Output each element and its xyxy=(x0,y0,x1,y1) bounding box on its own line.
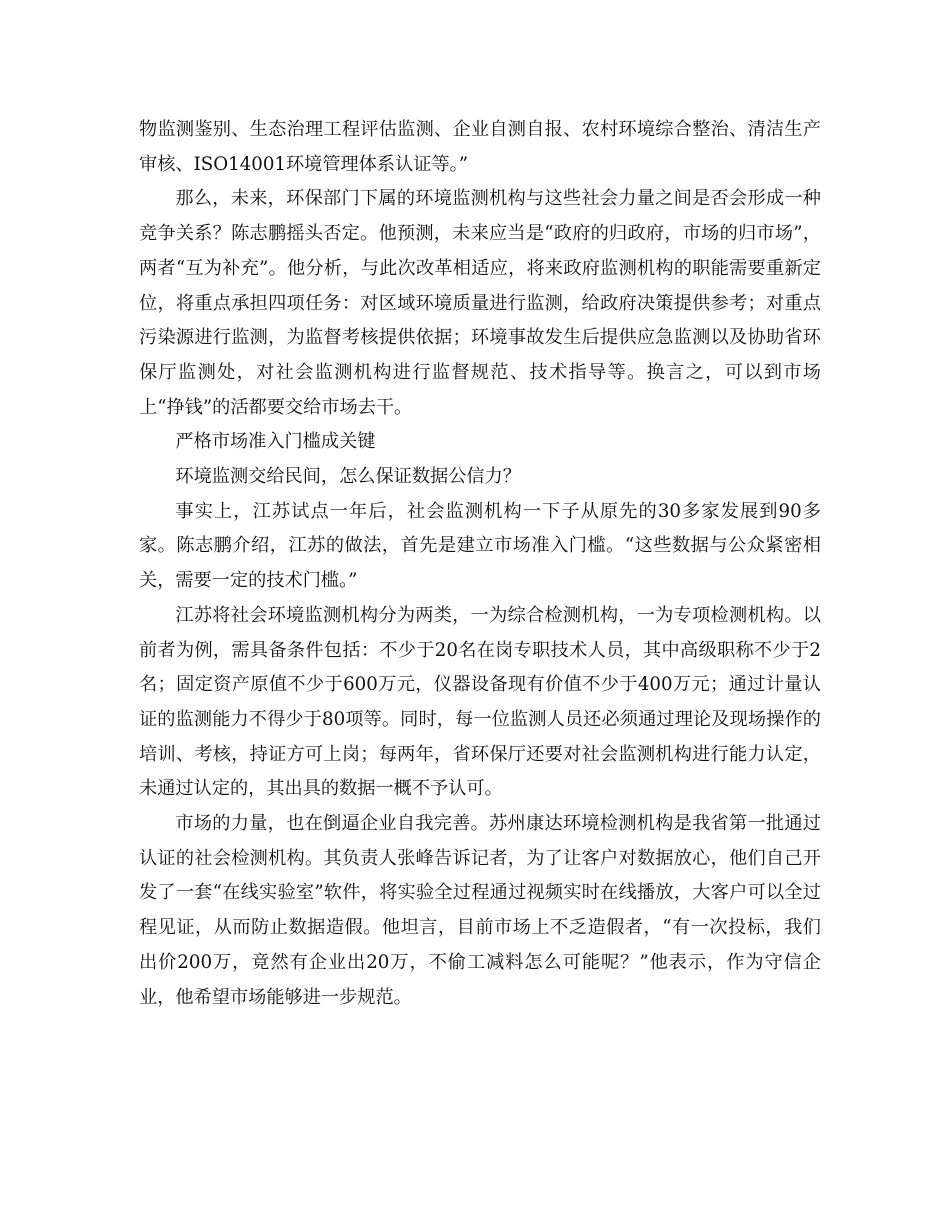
paragraph-pilot: 事实上，江苏试点一年后，社会监测机构一下子从原先的30多家发展到90多家。陈志鹏介绍，江苏的做法，首先是建立市场准入门槛。“这些数据与公众紧密相关，需要一定的技术门槛。” xyxy=(139,500,821,592)
paragraph-question: 环境监测交给民间，怎么保证数据公信力？ xyxy=(175,466,521,488)
paragraph-competition: 那么，未来，环保部门下属的环境监测机构与这些社会力量之间是否会形成一种竞争关系？陈志鹏摇头否定。他预测，未来应当是“政府的归政府，市场的归市场”，两者“互为补充”。他分析，与此次改革相适应，将来政府监测机构的职能需要重新定位，将重点承担四项任务：对区域环境质量进行监测，给政府决策提供参考；对重点污染源进行监测，为监督考核提供依据；环境事故发生后提供应急监测以及协助省环保厅监测处，对社会监测机构进行监督规范、技术指导等。换言之，可以到市场上“挣钱”的活都要交给市场去干。 xyxy=(139,188,821,418)
section-heading: 严格市场准入门槛成关键 xyxy=(175,431,376,453)
paragraph-market-force: 市场的力量，也在倒逼企业自我完善。苏州康达环境检测机构是我省第一批通过认证的社会检测机构。其负责人张峰告诉记者，为了让客户对数据放心，他们自己开发了一套“在线实验室”软件，将实验全过程通过视频实时在线播放，大客户可以全过程见证，从而防止数据造假。他坦言，目前市场上不乏造假者，“有一次投标，我们出价200万，竟然有企业出20万，不偷工减料怎么可能呢？”他表示，作为守信企业，他希望市场能够进一步规范。 xyxy=(139,813,821,1008)
paragraph-requirements: 江苏将社会环境监测机构分为两类，一为综合检测机构，一为专项检测机构。以前者为例，需具备条件包括：不少于20名在岗专职技术人员，其中高级职称不少于2名；固定资产原值不少于600万元，仪器设备现有价值不少于400万元；通过计量认证的监测能力不得少于80项等。同时，每一位监测人员还必须通过理论及现场操作的培训、考核，持证方可上岗；每两年，省环保厅还要对社会监测机构进行能力认定，未通过认定的，其出具的数据一概不予认可。 xyxy=(139,604,821,800)
document-body xyxy=(139,113,821,1015)
paragraph-continuation: 物监测鉴别、生态治理工程评估监测、企业自测自报、农村环境综合整治、清洁生产审核、ISO14001环境管理体系认证等。” xyxy=(139,119,821,175)
